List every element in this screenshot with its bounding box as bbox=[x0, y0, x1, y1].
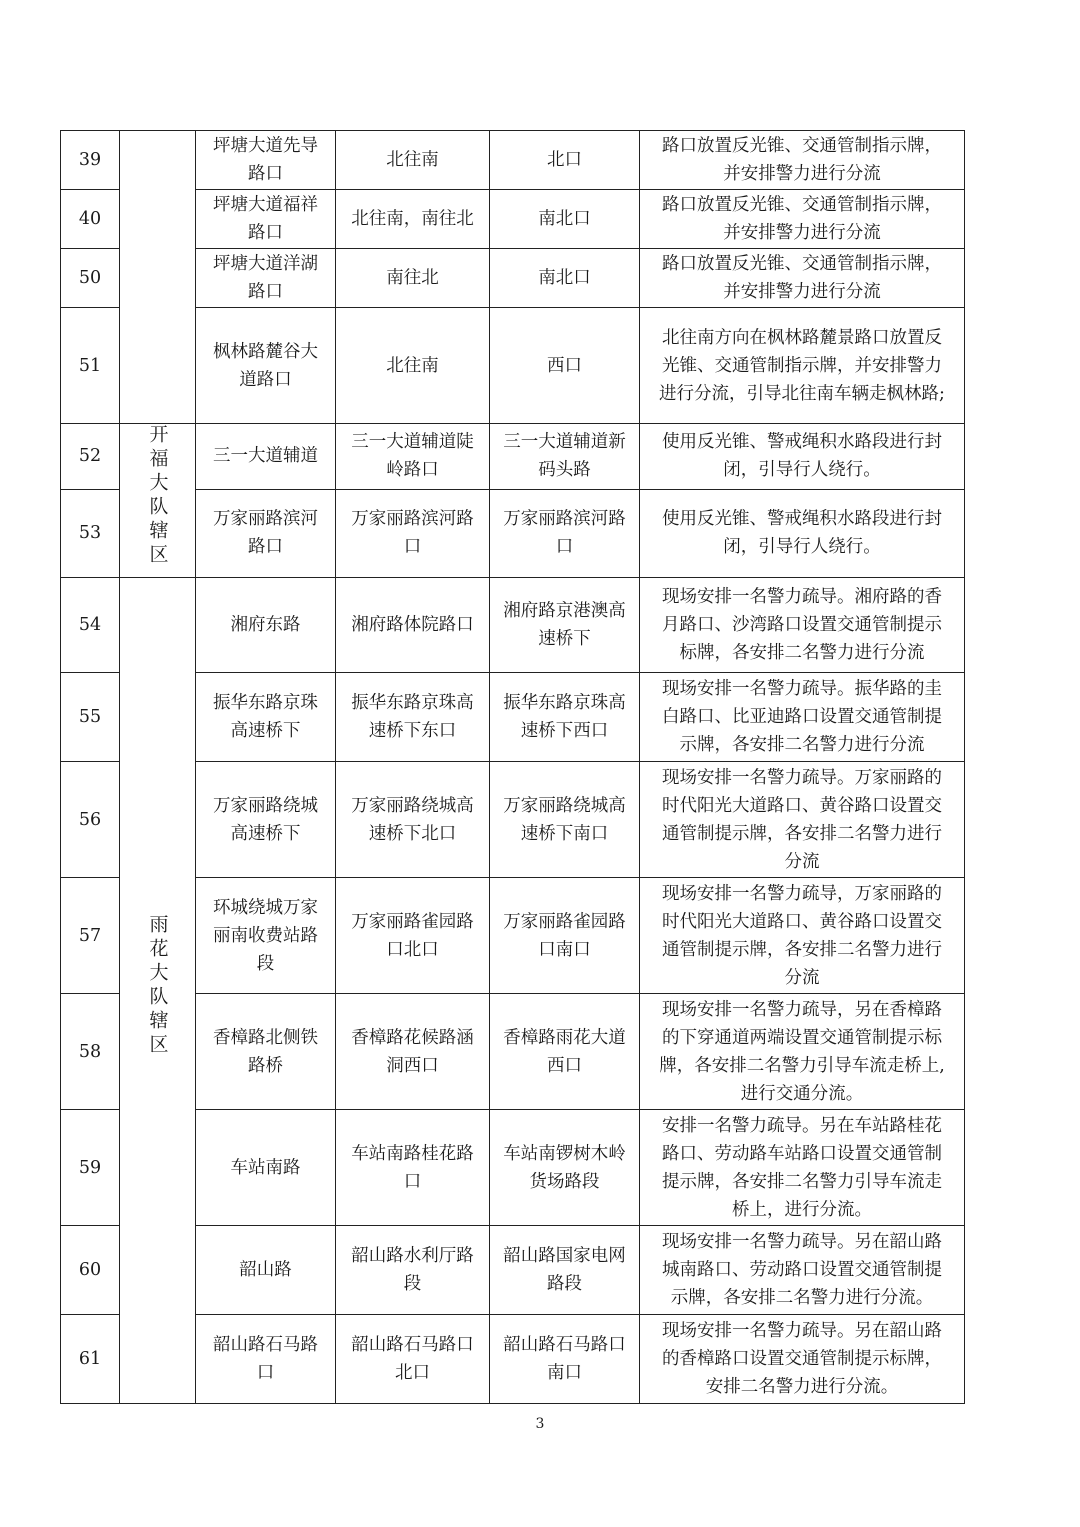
table-row bbox=[61, 1315, 965, 1404]
location-cell bbox=[196, 249, 336, 308]
measure-cell-line: 白路口、比亚迪路口设置交通管制提 bbox=[662, 707, 942, 727]
block-point-cell-line: 南口 bbox=[547, 1363, 582, 1383]
measure-cell bbox=[640, 424, 965, 490]
block-point-cell-line: 韶山路石马路口 bbox=[503, 1335, 626, 1355]
row-number: 40 bbox=[61, 190, 120, 249]
direction-cell-line: 湘府路体院路口 bbox=[351, 615, 474, 635]
direction-cell-line: 口 bbox=[403, 1171, 422, 1192]
row-number: 54 bbox=[61, 578, 120, 673]
direction-cell bbox=[336, 994, 490, 1110]
direction-cell-line: 万家丽路雀园路 bbox=[351, 911, 474, 932]
location-cell-line: 路口 bbox=[248, 223, 283, 243]
row-number: 50 bbox=[61, 249, 120, 308]
table-row bbox=[61, 1226, 965, 1315]
measure-cell-line: 标牌，各安排二名警力进行分流 bbox=[679, 643, 925, 663]
direction-cell-line: 口北口 bbox=[386, 939, 439, 960]
block-point-cell bbox=[490, 1315, 640, 1404]
location-cell bbox=[196, 1315, 336, 1404]
block-point-cell bbox=[490, 673, 640, 762]
measure-cell-line: 牌，各安排二名警力引导车流走桥上, bbox=[659, 1055, 945, 1076]
measure-cell bbox=[640, 1226, 965, 1315]
direction-cell-line: 洞西口 bbox=[386, 1055, 439, 1076]
location-cell bbox=[196, 1226, 336, 1315]
location-cell-line: 路口 bbox=[248, 282, 283, 302]
measure-cell-line: 路口放置反光锥、交通管制指示牌， bbox=[662, 195, 942, 215]
measure-cell bbox=[640, 1315, 965, 1404]
direction-cell bbox=[336, 878, 490, 994]
location-cell bbox=[196, 673, 336, 762]
location-cell-line: 三一大道辅道 bbox=[213, 446, 318, 467]
measure-cell-line: 现场安排一名警力疏导，万家丽路的 bbox=[662, 883, 942, 904]
direction-cell-line: 北口 bbox=[395, 1363, 430, 1383]
measure-cell-line: 提示牌，各安排二名警力引导车流走 bbox=[662, 1171, 942, 1192]
direction-cell bbox=[336, 1315, 490, 1404]
location-cell-line: 丽南收费站路 bbox=[213, 925, 318, 946]
measure-cell bbox=[640, 1110, 965, 1226]
location-cell-line: 坪塘大道福祥 bbox=[213, 195, 318, 215]
location-cell-line: 湘府东路 bbox=[230, 615, 301, 635]
measure-cell-line: 使用反光锥、警戒绳积水路段进行封 bbox=[662, 509, 942, 530]
table-row bbox=[61, 673, 965, 762]
measure-cell bbox=[640, 489, 965, 577]
block-point-cell bbox=[490, 489, 640, 577]
location-cell bbox=[196, 308, 336, 424]
measure-cell-line: 路口放置反光锥、交通管制指示牌， bbox=[662, 136, 942, 156]
measure-cell bbox=[640, 673, 965, 762]
block-point-cell-line: 口南口 bbox=[538, 939, 591, 960]
direction-cell-line: 振华东路京珠高 bbox=[351, 693, 474, 713]
measure-cell-line: 桥上，进行分流。 bbox=[732, 1199, 872, 1220]
measure-cell bbox=[640, 578, 965, 673]
table-row bbox=[61, 131, 965, 190]
location-cell bbox=[196, 1110, 336, 1226]
district-cell-blank bbox=[120, 131, 196, 424]
district-kaifu bbox=[120, 424, 196, 578]
measure-cell-line: 使用反光锥、警戒绳积水路段进行封 bbox=[662, 432, 942, 453]
measure-cell-line: 时代阳光大道路口、黄谷路口设置交 bbox=[662, 911, 942, 932]
block-point-cell-line: 速桥下南口 bbox=[520, 823, 609, 844]
measure-cell-line: 进行分流，引导北往南车辆走枫林路; bbox=[659, 383, 945, 404]
block-point-cell-line: 码头路 bbox=[538, 460, 591, 481]
location-cell-line: 坪塘大道先导 bbox=[213, 136, 318, 156]
measure-cell-line: 进行交通分流。 bbox=[740, 1083, 864, 1104]
location-cell bbox=[196, 489, 336, 577]
block-point-cell bbox=[490, 1110, 640, 1226]
measure-cell-line: 并安排警力进行分流 bbox=[723, 164, 881, 184]
table-row bbox=[61, 424, 965, 490]
block-point-cell-line: 香樟路雨花大道 bbox=[503, 1027, 626, 1048]
direction-cell-line: 速桥下东口 bbox=[368, 721, 457, 741]
row-number: 55 bbox=[61, 673, 120, 762]
block-point-cell-line: 万家丽路绕城高 bbox=[503, 795, 626, 816]
table-row bbox=[61, 249, 965, 308]
measure-cell-line: 的香樟路口设置交通管制提示标牌， bbox=[662, 1349, 942, 1369]
table-row bbox=[61, 190, 965, 249]
location-cell-line: 韶山路石马路 bbox=[213, 1335, 318, 1355]
block-point-cell bbox=[490, 308, 640, 424]
location-cell-line: 香樟路北侧铁 bbox=[213, 1027, 318, 1048]
measure-cell-line: 分流 bbox=[784, 967, 820, 988]
table-row bbox=[61, 994, 965, 1110]
location-cell-line: 道路口 bbox=[239, 369, 292, 390]
direction-cell bbox=[336, 762, 490, 878]
direction-cell bbox=[336, 131, 490, 190]
direction-cell-line: 三一大道辅道陡 bbox=[351, 432, 474, 453]
block-point-cell-line: 西口 bbox=[547, 1055, 582, 1076]
direction-cell-line: 韶山路石马路口 bbox=[351, 1335, 474, 1355]
direction-cell bbox=[336, 673, 490, 762]
block-point-cell-line: 口 bbox=[555, 537, 574, 558]
block-point-cell-line: 路段 bbox=[547, 1274, 582, 1294]
measure-cell-line: 月路口、沙湾路口设置交通管制提示 bbox=[662, 615, 942, 635]
block-point-cell bbox=[490, 878, 640, 994]
location-cell bbox=[196, 190, 336, 249]
location-cell-line: 枫林路麓谷大 bbox=[213, 341, 318, 362]
row-number: 56 bbox=[61, 762, 120, 878]
location-cell bbox=[196, 424, 336, 490]
direction-cell-line: 段 bbox=[403, 1274, 422, 1294]
block-point-cell-line: 万家丽路雀园路 bbox=[503, 911, 626, 932]
location-cell-line: 路口 bbox=[248, 537, 283, 558]
direction-cell-line: 南往北 bbox=[386, 268, 439, 288]
location-cell bbox=[196, 994, 336, 1110]
row-number: 51 bbox=[61, 308, 120, 424]
measure-cell-line: 现场安排一名警力疏导。振华路的圭 bbox=[662, 679, 942, 699]
row-number: 52 bbox=[61, 424, 120, 490]
block-point-cell-line: 南北口 bbox=[538, 209, 591, 229]
direction-cell bbox=[336, 578, 490, 673]
location-cell bbox=[196, 578, 336, 673]
location-cell-line: 高速桥下 bbox=[230, 721, 301, 741]
block-point-cell bbox=[490, 994, 640, 1110]
measure-cell-line: 现场安排一名警力疏导。另在韶山路 bbox=[662, 1232, 942, 1252]
measure-cell-line: 安排一名警力疏导。另在车站路桂花 bbox=[662, 1115, 942, 1136]
measure-cell-line: 示牌，各安排二名警力进行分流。 bbox=[670, 1288, 934, 1308]
block-point-cell bbox=[490, 1226, 640, 1315]
location-cell-line: 万家丽路滨河 bbox=[213, 509, 318, 530]
row-number: 53 bbox=[61, 489, 120, 577]
direction-cell-line: 口 bbox=[403, 537, 422, 558]
row-number: 60 bbox=[61, 1226, 120, 1315]
block-point-cell bbox=[490, 578, 640, 673]
direction-cell-line: 速桥下北口 bbox=[368, 823, 457, 844]
measure-cell-line: 安排二名警力进行分流。 bbox=[705, 1377, 899, 1397]
traffic-control-table bbox=[60, 130, 965, 1404]
block-point-cell bbox=[490, 424, 640, 490]
block-point-cell-line: 湘府路京港澳高 bbox=[503, 601, 626, 621]
measure-cell-line: 闭，引导行人绕行。 bbox=[723, 537, 881, 558]
block-point-cell bbox=[490, 131, 640, 190]
measure-cell-line: 现场安排一名警力疏导。另在韶山路 bbox=[662, 1321, 942, 1341]
row-number: 61 bbox=[61, 1315, 120, 1404]
measure-cell-line: 通管制提示牌，各安排二名警力进行 bbox=[662, 939, 942, 960]
location-cell-line: 车站南路 bbox=[230, 1157, 301, 1178]
block-point-cell-line: 西口 bbox=[547, 355, 582, 376]
measure-cell-line: 路口放置反光锥、交通管制指示牌， bbox=[662, 254, 942, 274]
direction-cell bbox=[336, 1110, 490, 1226]
location-cell-line: 段 bbox=[256, 953, 275, 974]
direction-cell-line: 韶山路水利厅路 bbox=[351, 1246, 474, 1266]
table-row bbox=[61, 762, 965, 878]
block-point-cell-line: 车站南锣树木岭 bbox=[503, 1143, 626, 1164]
block-point-cell bbox=[490, 190, 640, 249]
block-point-cell-line: 速桥下 bbox=[538, 629, 591, 649]
district-label: 开福大队辖区 bbox=[146, 424, 169, 568]
district-yuhua bbox=[120, 578, 196, 1404]
direction-cell-line: 香樟路花候路涵 bbox=[351, 1027, 474, 1048]
table-row bbox=[61, 308, 965, 424]
measure-cell-line: 路口、劳动路车站路口设置交通管制 bbox=[662, 1143, 942, 1164]
row-number: 39 bbox=[61, 131, 120, 190]
direction-cell bbox=[336, 489, 490, 577]
location-cell-line: 振华东路京珠 bbox=[213, 693, 318, 713]
direction-cell bbox=[336, 308, 490, 424]
block-point-cell-line: 南北口 bbox=[538, 268, 591, 288]
measure-cell-line: 的下穿通道两端设置交通管制提示标 bbox=[662, 1027, 942, 1048]
measure-cell-line: 闭，引导行人绕行。 bbox=[723, 460, 881, 481]
block-point-cell bbox=[490, 762, 640, 878]
direction-cell-line: 北往南，南往北 bbox=[351, 209, 474, 229]
block-point-cell-line: 韶山路国家电网 bbox=[503, 1246, 626, 1266]
block-point-cell-line: 北口 bbox=[547, 150, 582, 170]
direction-cell-line: 北往南 bbox=[386, 355, 439, 376]
measure-cell-line: 分流 bbox=[784, 851, 820, 872]
measure-cell bbox=[640, 878, 965, 994]
direction-cell bbox=[336, 190, 490, 249]
row-number: 59 bbox=[61, 1110, 120, 1226]
district-label: 雨花大队辖区 bbox=[146, 914, 169, 1058]
direction-cell bbox=[336, 424, 490, 490]
block-point-cell-line: 振华东路京珠高 bbox=[503, 693, 626, 713]
location-cell bbox=[196, 762, 336, 878]
row-number: 57 bbox=[61, 878, 120, 994]
table-row bbox=[61, 578, 965, 673]
location-cell bbox=[196, 131, 336, 190]
measure-cell-line: 通管制提示牌，各安排二名警力进行 bbox=[662, 823, 942, 844]
location-cell-line: 高速桥下 bbox=[230, 823, 301, 844]
direction-cell-line: 万家丽路绕城高 bbox=[351, 795, 474, 816]
measure-cell bbox=[640, 249, 965, 308]
direction-cell-line: 车站南路桂花路 bbox=[351, 1143, 474, 1164]
row-number: 58 bbox=[61, 994, 120, 1110]
measure-cell-line: 时代阳光大道路口、黄谷路口设置交 bbox=[662, 795, 942, 816]
location-cell-line: 路桥 bbox=[248, 1055, 283, 1076]
location-cell-line: 万家丽路绕城 bbox=[213, 795, 318, 816]
measure-cell bbox=[640, 308, 965, 424]
block-point-cell-line: 三一大道辅道新 bbox=[503, 432, 626, 453]
measure-cell-line: 城南路口、劳动路口设置交通管制提 bbox=[662, 1260, 942, 1280]
location-cell-line: 坪塘大道洋湖 bbox=[213, 254, 318, 274]
measure-cell-line: 示牌，各安排二名警力进行分流 bbox=[679, 735, 925, 755]
direction-cell bbox=[336, 249, 490, 308]
location-cell bbox=[196, 878, 336, 994]
direction-cell-line: 万家丽路滨河路 bbox=[351, 509, 474, 530]
measure-cell-line: 现场安排一名警力疏导。湘府路的香 bbox=[662, 587, 942, 607]
measure-cell bbox=[640, 994, 965, 1110]
location-cell-line: 环城绕城万家 bbox=[213, 897, 318, 918]
measure-cell-line: 光锥、交通管制指示牌，并安排警力 bbox=[662, 355, 942, 376]
table-row bbox=[61, 878, 965, 994]
location-cell-line: 口 bbox=[256, 1363, 275, 1383]
location-cell-line: 路口 bbox=[248, 164, 283, 184]
measure-cell bbox=[640, 762, 965, 878]
direction-cell bbox=[336, 1226, 490, 1315]
measure-cell-line: 北往南方向在枫林路麓景路口放置反 bbox=[662, 327, 942, 348]
direction-cell-line: 北往南 bbox=[386, 150, 439, 170]
measure-cell-line: 现场安排一名警力疏导。万家丽路的 bbox=[662, 767, 942, 788]
block-point-cell bbox=[490, 249, 640, 308]
measure-cell-line: 并安排警力进行分流 bbox=[723, 282, 881, 302]
block-point-cell-line: 速桥下西口 bbox=[520, 721, 609, 741]
measure-cell-line: 现场安排一名警力疏导，另在香樟路 bbox=[662, 999, 942, 1020]
block-point-cell-line: 万家丽路滨河路 bbox=[503, 509, 626, 530]
table-row bbox=[61, 1110, 965, 1226]
direction-cell-line: 岭路口 bbox=[386, 460, 439, 481]
measure-cell bbox=[640, 190, 965, 249]
measure-cell-line: 并安排警力进行分流 bbox=[723, 223, 881, 243]
measure-cell bbox=[640, 131, 965, 190]
table-row bbox=[61, 489, 965, 577]
page-number: 3 bbox=[535, 1416, 545, 1432]
block-point-cell-line: 货场路段 bbox=[529, 1171, 600, 1192]
location-cell-line: 韶山路 bbox=[239, 1260, 292, 1280]
